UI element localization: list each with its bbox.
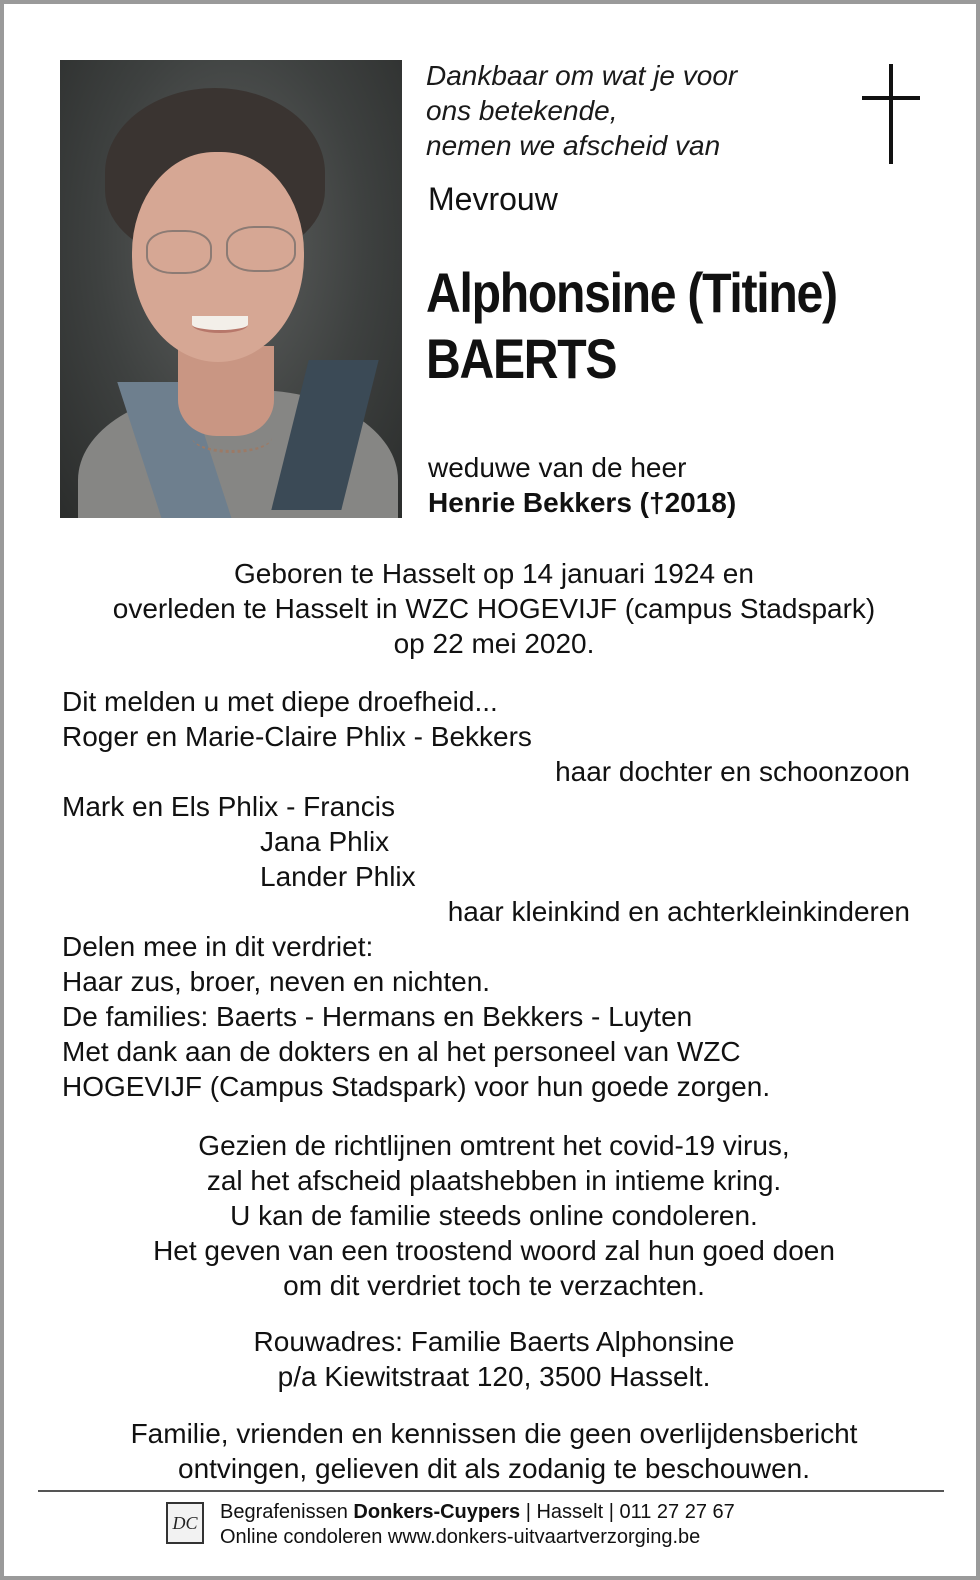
- family-line: De families: Baerts - Hermans en Bekkers - Luyten: [62, 1001, 693, 1032]
- covid-line: zal het afscheid plaatshebben in intieme kring.: [206, 1165, 782, 1196]
- deceased-name: [426, 260, 837, 392]
- family-line: Haar zus, broer, neven en nichten.: [62, 966, 491, 997]
- family-line: Mark en Els Phlix - Francis: [62, 791, 395, 822]
- covid-line: om dit verdriet toch te verzachten.: [283, 1270, 705, 1301]
- family-line: Lander Phlix: [260, 861, 416, 892]
- covid-notice: [4, 1128, 980, 1303]
- address-line: p/a Kiewitstraat 120, 3500 Hasselt.: [277, 1361, 711, 1392]
- portrait-photo: [60, 60, 402, 518]
- family-line: Met dank aan de dokters en al het personeel van WZC: [62, 1036, 741, 1067]
- footer-contact-row: [220, 1500, 735, 1525]
- family-announcement: [62, 684, 922, 1104]
- notice-line: Familie, vrienden en kennissen die geen overlijdensbericht: [130, 1418, 858, 1449]
- family-line: Delen mee in dit verdriet:: [62, 931, 374, 962]
- widow-of: [428, 450, 736, 520]
- covid-line: Gezien de richtlijnen omtrent het covid-19 virus,: [198, 1130, 790, 1161]
- online-condolence-link[interactable]: Online condoleren www.donkers-uitvaartverzorging.be: [220, 1526, 701, 1548]
- widow-label: weduwe van de heer: [428, 452, 687, 483]
- footer-details: | Hasselt | 011 27 27 67: [520, 1501, 735, 1523]
- birth-death-info: [4, 556, 980, 661]
- funeral-home-name: Donkers-Cuypers: [353, 1501, 521, 1523]
- footer-prefix: Begrafenissen: [220, 1501, 354, 1523]
- husband-name: Henrie Bekkers (†2018): [428, 487, 737, 518]
- salutation: Mevrouw: [428, 181, 558, 217]
- deceased-surname: BAERTS: [426, 327, 617, 390]
- closing-notice: [4, 1416, 980, 1486]
- footer-divider: [38, 1490, 944, 1492]
- info-line: Geboren te Hasselt op 14 januari 1924 en: [234, 558, 754, 589]
- covid-line: U kan de familie steeds online condoleren.: [230, 1200, 758, 1231]
- footer-text: [220, 1500, 735, 1550]
- deceased-first-name: Alphonsine (Titine): [426, 261, 837, 324]
- intro-line: ons betekende,: [426, 95, 618, 126]
- family-relation: haar kleinkind en achterkleinkinderen: [447, 896, 910, 927]
- family-relation: haar dochter en schoonzoon: [555, 756, 910, 787]
- intro-line: nemen we afscheid van: [426, 130, 721, 161]
- info-line: op 22 mei 2020.: [393, 628, 595, 659]
- cross-icon: [862, 64, 920, 164]
- family-line: HOGEVIJF (Campus Stadspark) voor hun goede zorgen.: [62, 1071, 771, 1102]
- intro-text: [426, 58, 737, 163]
- info-line: overleden te Hasselt in WZC HOGEVIJF (campus Stadspark): [112, 593, 876, 624]
- family-line: Jana Phlix: [260, 826, 390, 857]
- intro-line: Dankbaar om wat je voor: [426, 60, 738, 91]
- notice-line: ontvingen, gelieven dit als zodanig te beschouwen.: [178, 1453, 810, 1484]
- family-line: Dit melden u met diepe droefheid...: [62, 686, 498, 717]
- family-line: Roger en Marie-Claire Phlix - Bekkers: [62, 721, 532, 752]
- funeral-home-logo: DC: [166, 1502, 204, 1544]
- mourning-address: [4, 1324, 980, 1394]
- address-line: Rouwadres: Familie Baerts Alphonsine: [253, 1326, 735, 1357]
- covid-line: Het geven van een troostend woord zal hun goed doen: [153, 1235, 835, 1266]
